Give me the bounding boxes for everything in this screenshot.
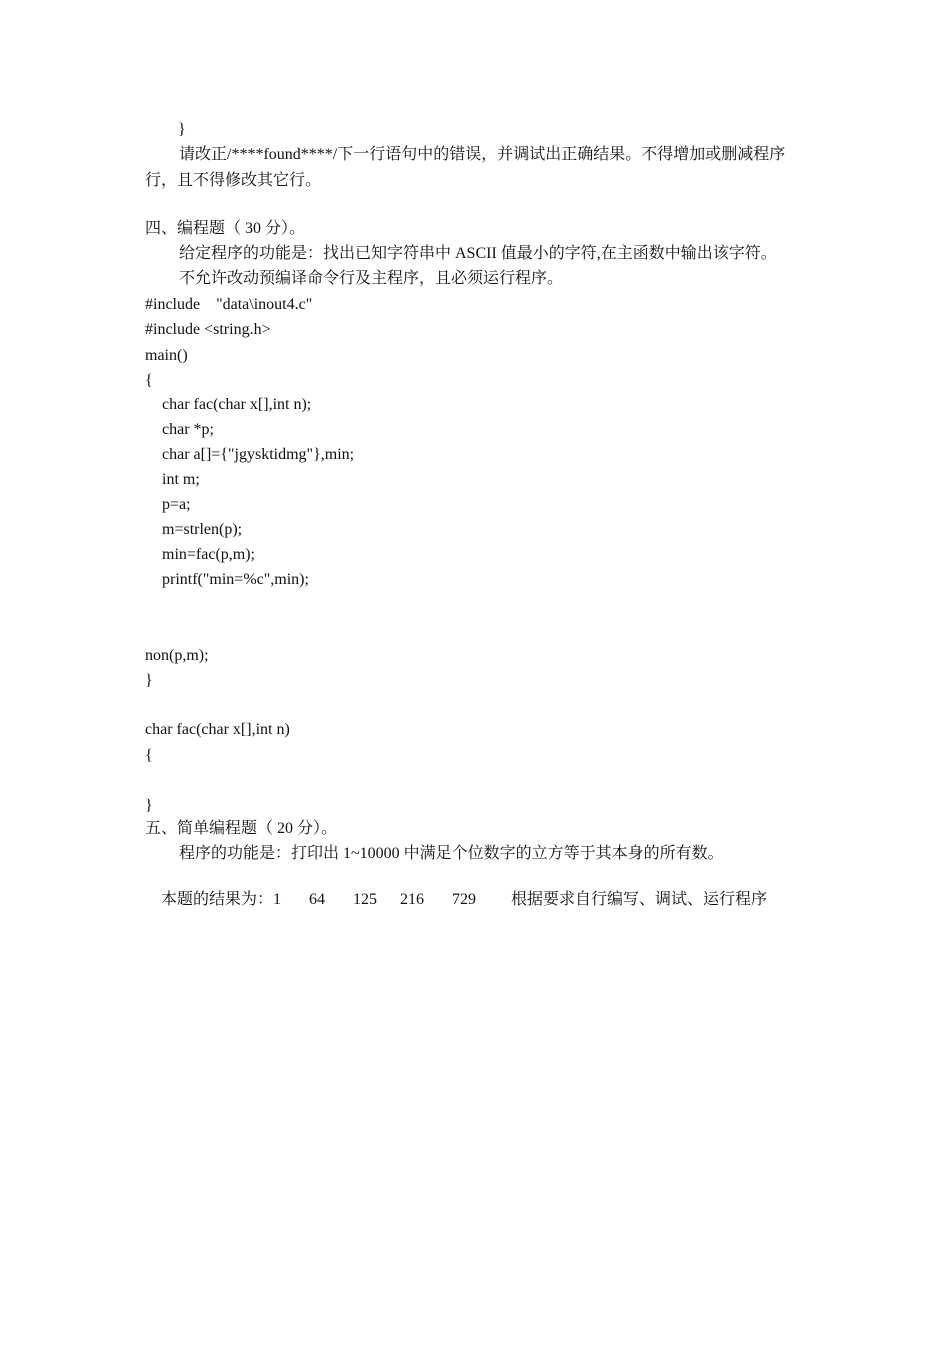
code-line: #include <string.h> <box>145 321 271 338</box>
code-line: int m; <box>162 471 200 488</box>
code-line: { <box>145 747 153 764</box>
result-value: 64 <box>309 891 326 908</box>
problem-description: 程序的功能是：打印出 1~10000 中满足个位数字的立方等于其本身的所有数。 <box>179 845 724 862</box>
result-value: 125 <box>353 891 378 908</box>
problem-description: 给定程序的功能是：找出已知字符串中 ASCII 值最小的字符,在主函数中输出该字符。 <box>179 245 777 262</box>
code-line: #include "data\inout4.c" <box>145 296 313 313</box>
section-heading-4: 四、编程题（ 30 分）。 <box>145 220 306 237</box>
code-line: } <box>145 797 153 814</box>
result-note: 根据要求自行编写、调试、运行程序 <box>511 891 768 908</box>
code-line: m=strlen(p); <box>162 521 243 538</box>
result-value: 729 <box>452 891 477 908</box>
code-line: { <box>145 372 153 389</box>
code-line: char fac(char x[],int n) <box>145 721 290 738</box>
result-value: 216 <box>400 891 425 908</box>
code-line: main() <box>145 347 188 364</box>
problem-constraint: 不允许改动预编译命令行及主程序，且必须运行程序。 <box>179 270 564 287</box>
result-line <box>145 870 767 930</box>
instruction-line: 行，且不得修改其它行。 <box>145 172 322 189</box>
code-line: printf("min=%c",min); <box>162 571 309 588</box>
result-value: 1 <box>273 891 282 908</box>
code-line: } <box>145 672 153 689</box>
result-label: 本题的结果为： <box>161 891 274 908</box>
code-line: char fac(char x[],int n); <box>162 396 312 413</box>
code-line: p=a; <box>162 496 191 513</box>
instruction-line: 请改正/****found****/下一行语句中的错误，并调试出正确结果。不得增加或删减程序 <box>179 146 786 163</box>
code-line: non(p,m); <box>145 647 209 664</box>
section-heading-5: 五、简单编程题（ 20 分）。 <box>145 820 338 837</box>
closing-brace: } <box>178 121 186 138</box>
code-line: min=fac(p,m); <box>162 546 255 563</box>
code-line: char *p; <box>162 421 214 438</box>
code-line: char a[]={"jgysktidmg"},min; <box>162 446 355 463</box>
